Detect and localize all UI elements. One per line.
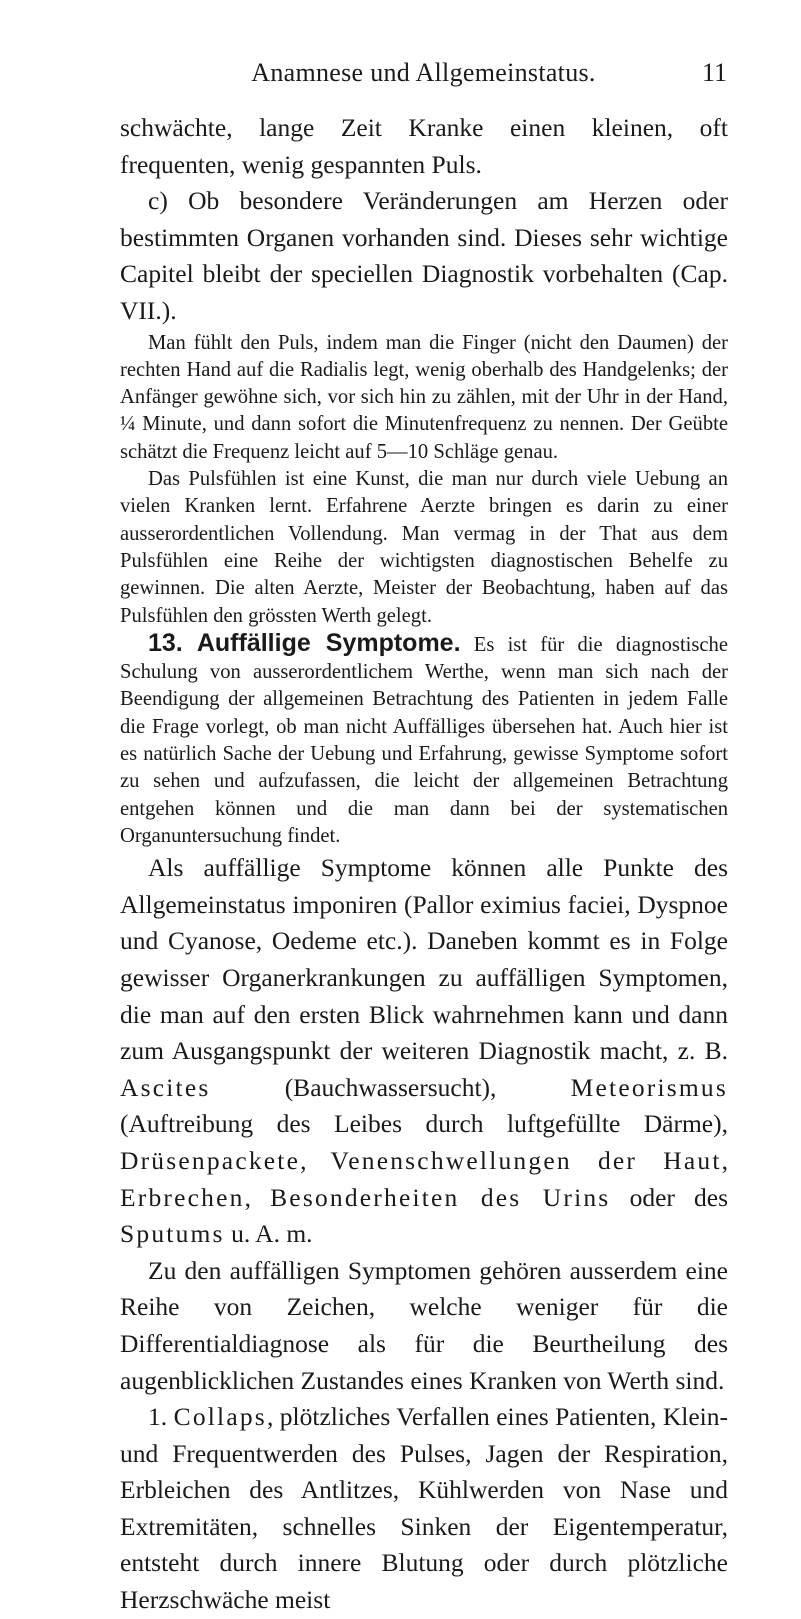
page-body xyxy=(120,110,728,1619)
text-run: , xyxy=(244,1182,271,1212)
text-run: (Auftreibung des Leibes durch luftgefüllte Därme), xyxy=(120,1109,728,1139)
text-run: , xyxy=(300,1145,331,1175)
term-ascites: Ascites xyxy=(120,1072,211,1102)
term-collaps: Collaps xyxy=(173,1402,267,1432)
paragraph-additional-signs: Zu den auffälligen Symptomen gehören ausserdem eine Reihe von Zeichen, welche weniger für die Differentialdiagnose als für die Beurtheilung des augenblicklichen Zustandes eines Kranken von Werth sind. xyxy=(120,1255,728,1395)
list-number: 1. xyxy=(148,1402,174,1432)
paragraph-symptom-examples xyxy=(120,850,728,1253)
term-sputum: Sputums xyxy=(120,1219,225,1249)
paragraph-pulse-weak: schwächte, lange Zeit Kranke einen kleinen, oft frequenten, wenig gespannten Puls. xyxy=(120,113,728,179)
running-header xyxy=(120,58,727,92)
text-run: Als auffällige Symptome können alle Punkte des Allgemeinstatus imponiren (Pallor eximius faciei, Dyspnoe und Cyanose, Oedeme etc.). Daneben kommt es in Folge gewisser Organerkrankungen zu auffälligen Symptomen, die man auf den ersten Blick wahrnehmen kann und dann zum Ausgangspunkt der weiteren Diagnostik macht, z. B. xyxy=(120,853,728,1066)
paragraph-pulse-art: Das Pulsfühlen ist eine Kunst, die man nur durch viele Uebung an vielen Kranken lernt. Erfahrene Aerzte bringen es darin zu einer ausserordentlichen Vollendung. Man vermag in der That aus dem Pulsfühlen eine Reihe der wichtigsten diagnostischen Behelfe zu gewinnen. Die alten Aerzte, Meister der Beobachtung, haben auf das Pulsfühlen den grössten Werth gelegt. xyxy=(120,468,728,627)
paragraph-pulse-method: Man fühlt den Puls, indem man die Finger (nicht den Daumen) der rechten Hand auf die Radialis legt, wenig oberhalb des Handgelenks; der Anfänger gewöhne sich, vor sich hin zu zählen, mit der Uhr in der Hand, ¼ Minute, und dann sofort die Minutenfrequenz zu nennen. Der Geübte schätzt die Frequenz leicht auf 5—10 Schläge genau. xyxy=(120,331,728,463)
text-run: , plötzliches Verfallen eines Patienten, Klein- und Frequentwerden des Pulses, Jagen der Respiration, Erbleichen des Antlitzes, Kühlwerden von Nase und Extremitäten, schnelles Sinken der Eigentemperatur, entsteht durch innere Blutung oder durch plötzliche Herzschwäche meist xyxy=(120,1402,728,1615)
text-run: oder des xyxy=(610,1182,729,1212)
text-run: , xyxy=(721,1145,729,1175)
term-urin: Besonderheiten des Urins xyxy=(270,1182,611,1212)
text-run: u. A. m. xyxy=(224,1219,313,1249)
term-venenschwellungen: Venenschwellungen der Haut xyxy=(330,1145,722,1175)
term-erbrechen: Erbrechen xyxy=(120,1182,245,1212)
term-meteorismus: Meteorismus xyxy=(570,1072,728,1102)
page-number: 11 xyxy=(701,58,727,87)
term-druesenpackete: Drüsenpackete xyxy=(120,1145,301,1175)
paragraph-collaps xyxy=(120,1399,728,1619)
section-13-text: Es ist für die diagnostische Schulung von ausserordentlichem Werthe, wenn man sich nach der Beendigung der allgemeinen Betrachtung des Patienten in jedem Falle die Frage vorlegt, ob man nicht Auffälliges übersehen hat. Auch hier ist es natürlich Sache der Uebung und Erfahrung, gewisse Symptome sofort zu sehen und aufzufassen, die leicht der allgemeinen Betrachtung entgehen können und die man dann bei der systematischen Organuntersuchung findet. xyxy=(120,633,728,847)
running-title: Anamnese und Allgemeinstatus. xyxy=(251,58,596,87)
paragraph-heart-changes: c) Ob besondere Veränderungen am Herzen oder bestimmten Organen vorhanden sind. Dieses sehr wichtige Capitel bleibt der speciellen Diagnostik vorbehalten (Cap. VII.). xyxy=(120,186,728,325)
paragraph-section-13 xyxy=(120,630,728,850)
section-heading: 13. Auffällige Symptome. xyxy=(148,628,461,657)
text-run: (Bauchwassersucht), xyxy=(210,1072,571,1102)
